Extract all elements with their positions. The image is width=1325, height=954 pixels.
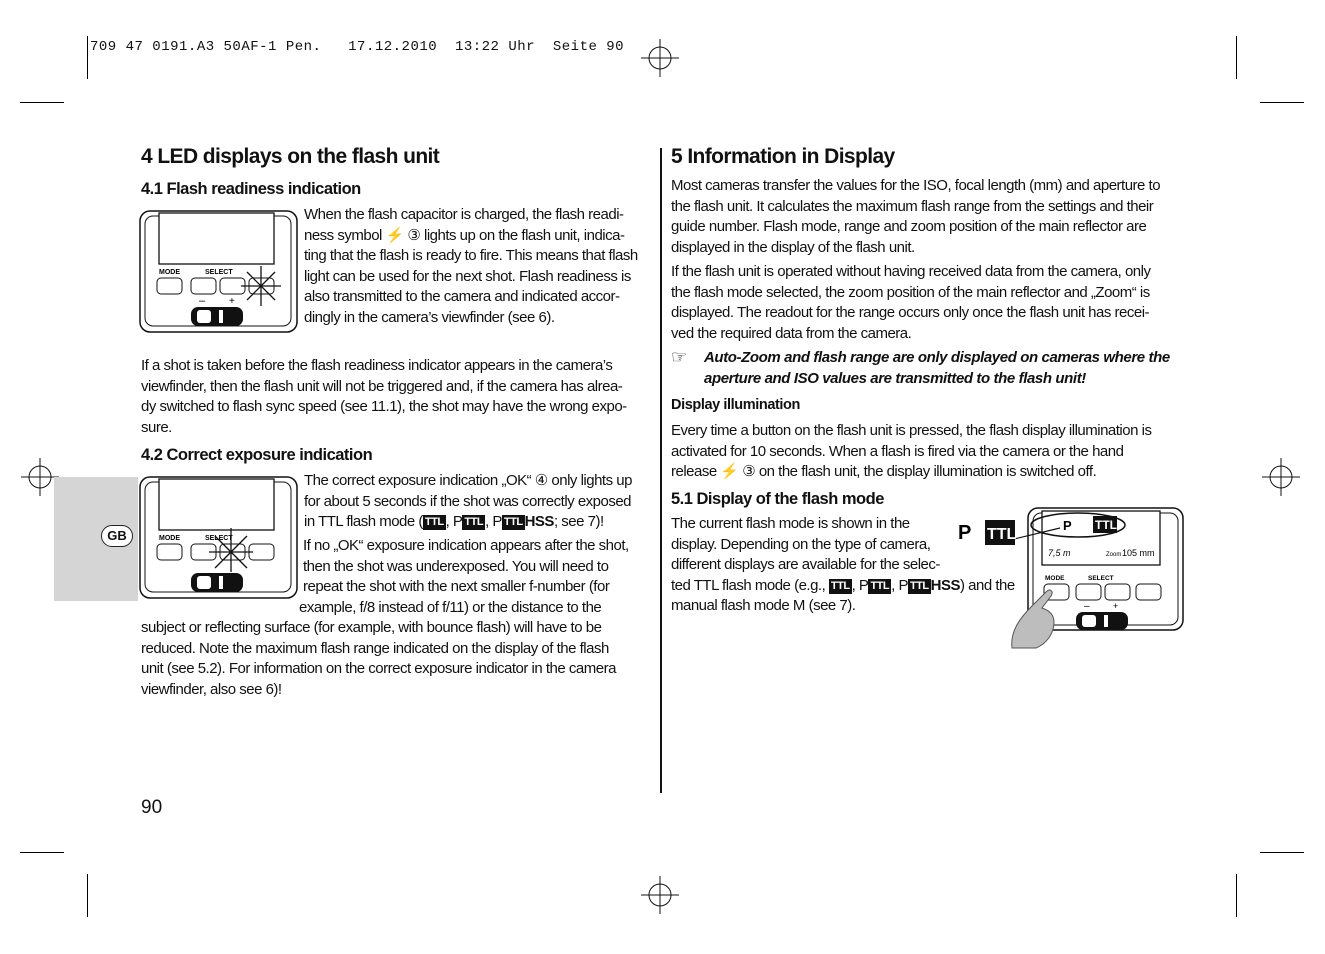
section-4-1-text: When the flash capacitor is charged, the flash readi- ness symbol ⚡ ③ lights up on the flash unit, indica- ting that the flash is ready to fire. This means that flash light can be used for the next shot. Flash readiness is also transmitted to the camera and indicated accor- dingly in the camera’s viewfinder (see 6). [304, 206, 638, 326]
display-zoom-label: Zoom [1106, 552, 1122, 558]
page-number: 90 [141, 797, 163, 818]
section-5-para1: Most cameras transfer the values for the ISO, focal length (mm) and aperture to the flash unit. It calculates the maximum flash range from the settings and their guide number. Flash mode, range and zoom position of the main reflector are displayed in the display of the flash unit. [671, 177, 1161, 256]
registration-mark-icon [1262, 458, 1300, 496]
section-4-2-title: 4.2 Correct exposure indication [141, 446, 373, 464]
crop-mark [1236, 36, 1237, 79]
ttl-mode-line: in TTL flash mode ( TTL , P TTL , P TTL HSS; see 7)! [304, 513, 604, 531]
callout-ttl: TTL [987, 526, 1017, 543]
ttl-symbol: TTL [503, 516, 523, 529]
crop-mark [1236, 874, 1237, 917]
svg-text:+: + [229, 296, 235, 307]
display-ttl: TTL [1095, 518, 1117, 532]
display-zoom-value: 105 mm [1122, 548, 1155, 558]
flash-panel-illustration [139, 476, 299, 600]
ttl-symbol: TTL [909, 579, 929, 592]
section-4-2-paragraph: subject or reflecting surface (for example, with bounce flash) will have to be reduced. Note the maximum flash range indicated on the display of the flash unit (see 5.2). For information on the correct exposure indicator in the camera viewfinder, also see 6)! [141, 619, 616, 698]
svg-text:SELECT: SELECT [1088, 575, 1114, 582]
display-illumination-title: Display illumination [671, 397, 800, 413]
section-5-para2: If the flash unit is operated without having received data from the camera, only the flash mode selected, the zoom position of the main reflector and „Zoom“ is displayed. The readout for the range occurs only once the flash unit has recei- ved the required data from the camera. [671, 263, 1151, 342]
registration-mark-icon [641, 39, 679, 77]
callout-mode-p: P [958, 522, 972, 544]
crop-mark [1260, 102, 1304, 103]
svg-text:+: + [1113, 601, 1119, 611]
svg-text:MODE: MODE [1045, 575, 1065, 582]
display-mode-p: P [1063, 518, 1072, 533]
pointing-hand-icon: ☞ [671, 347, 688, 367]
ttl-symbol: TTL [464, 516, 484, 529]
section-4-1-paragraph: If a shot is taken before the flash readiness indicator appears in the camera’s viewfinder, then the flash unit will not be triggered and, if the camera has alrea- dy switched to flash sync speed (see 11.1), the shot may have the wrong expo- sure. [141, 357, 627, 436]
svg-text:–: – [1084, 601, 1090, 612]
language-tab [54, 477, 138, 601]
crop-mark [1260, 852, 1304, 853]
mode-label: MODE [159, 269, 180, 276]
section-5-1-text: The current flash mode is shown in the display. Depending on the type of camera, different displays are available for the selec- ted TTL flash mode (e.g., TTL , P TTL , P TTL HSS) and the manual flash mode M (see 7). [671, 514, 1021, 617]
section-5-title: 5 Information in Display [671, 145, 895, 168]
note-text: Auto-Zoom and flash range are only displayed on cameras where the aperture and ISO values are transmitted to the flash unit! [704, 349, 1170, 387]
printer-slug: 709 47 0191.A3 50AF-1 Pen. 17.12.2010 13:22 Uhr Seite 90 [90, 39, 625, 55]
section-4-2-text: The correct exposure indication „OK“ ④ only lights up for about 5 seconds if the shot was correctly exposed in TTL flash mode ( TTL , P TTL , P TTL HSS; see 7)! [304, 471, 656, 533]
ttl-symbol: TTL [424, 516, 444, 529]
section-5-1-title: 5.1 Display of the flash mode [671, 490, 884, 508]
crop-mark [20, 102, 64, 103]
flash-display-illustration [950, 506, 1186, 652]
display-range: 7,5 m [1048, 548, 1071, 558]
svg-text:MODE: MODE [159, 535, 180, 542]
crop-mark [20, 852, 64, 853]
display-illumination-text: Every time a button on the flash unit is pressed, the flash display illumination is activated for 10 seconds. When a flash is fired via the camera or the hand release ⚡ ③ on the flash unit, the display illumination is switched off. [671, 422, 1152, 481]
language-badge: GB [101, 525, 133, 547]
ttl-symbol: TTL [870, 579, 890, 592]
section-4-2-text-cont: If no „OK“ exposure indication appears after the shot, then the shot was underexposed. You will need to repeat the shot with the next smaller f-number (for example, f/8 instead of f/11) or the distance to the [299, 537, 629, 616]
select-label: SELECT [205, 269, 233, 276]
ttl-symbol: TTL [830, 579, 850, 592]
svg-text:–: – [199, 295, 206, 307]
ttl-mode-line: ted TTL flash mode (e.g., TTL , P TTL , P TTL HSS) and the [671, 576, 1015, 594]
section-4-1-title: 4.1 Flash readiness indication [141, 180, 361, 198]
crop-mark [87, 874, 88, 917]
section-4-title: 4 LED displays on the flash unit [141, 145, 440, 168]
crop-mark [87, 36, 88, 79]
registration-mark-icon [641, 876, 679, 914]
svg-text:SELECT: SELECT [205, 535, 233, 542]
flash-panel-illustration [139, 210, 299, 334]
column-divider [660, 148, 662, 793]
